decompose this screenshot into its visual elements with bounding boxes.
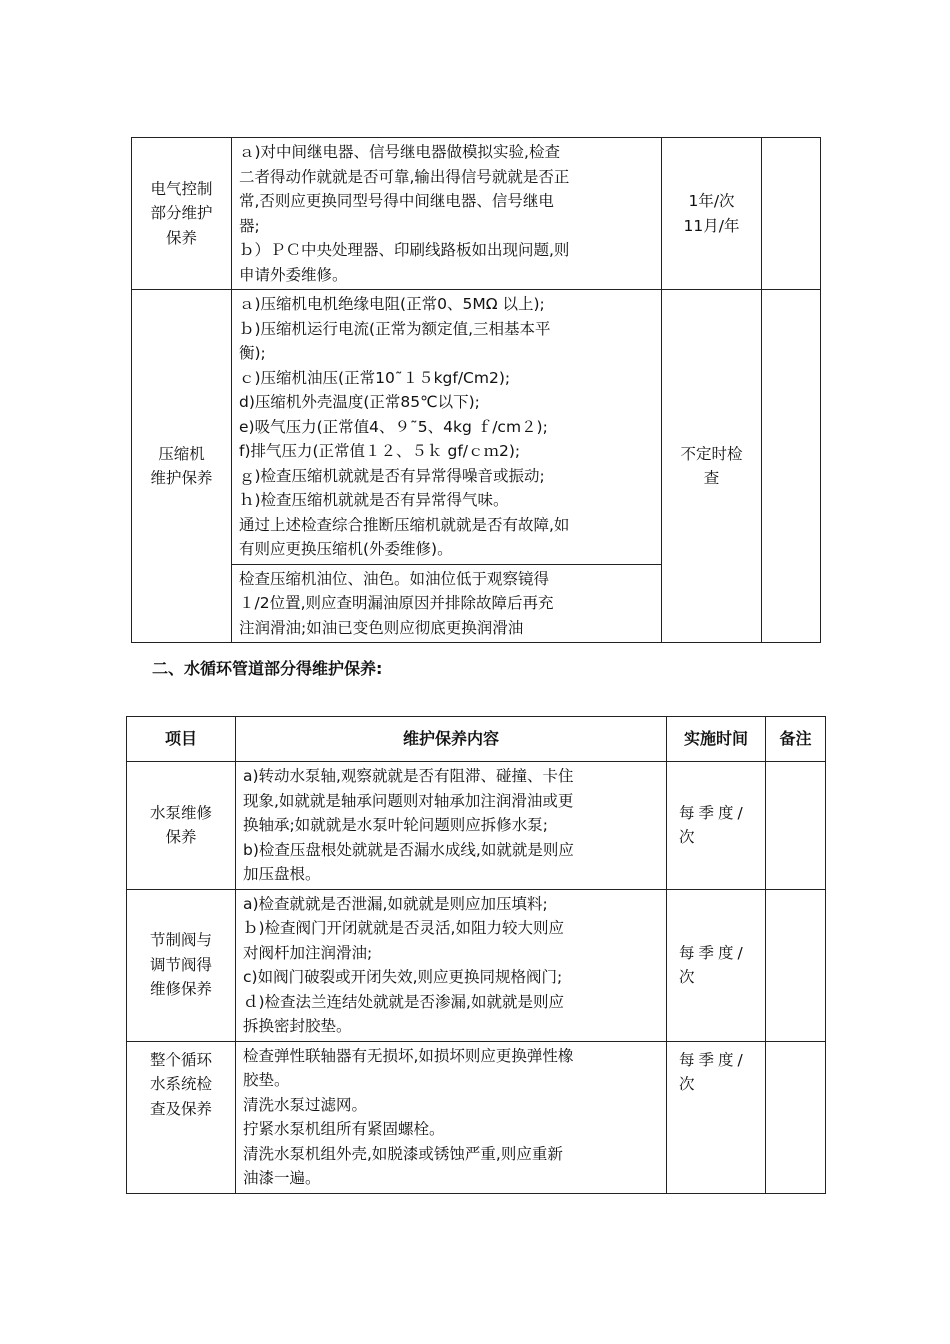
content-line: a)转动水泵轴,观察就就是否有阻滞、碰撞、卡住 xyxy=(243,767,574,785)
content-line: 器; xyxy=(239,216,260,235)
content-line: ｂ）ＰＣ中央处理器、印刷线路板如出现问题,则 xyxy=(239,241,570,259)
content-line: 清洗水泵过滤网。 xyxy=(243,1095,368,1114)
header-item: 项目 xyxy=(127,717,236,762)
content-line: 检查压缩机油位、油色。如油位低于观察镜得 xyxy=(239,569,550,588)
time-line: 每季度/ xyxy=(679,1050,747,1069)
row-note xyxy=(762,290,821,643)
header-time: 实施时间 xyxy=(667,717,766,762)
row-note xyxy=(766,889,826,1041)
content-line: c)如阀门破裂或开闭失效,则应更换同规格阀门; xyxy=(243,968,563,986)
maintenance-table-2 xyxy=(126,716,826,1194)
category-line: 维护保养 xyxy=(150,469,213,487)
time-line: 不定时检 xyxy=(680,444,743,463)
content-line: 对阀杆加注润滑油; xyxy=(243,943,373,962)
time-line: 查 xyxy=(703,469,720,487)
content-line: 常,否则应更换同型号得中间继电器、信号继电 xyxy=(239,192,554,210)
content-line: a)检查就就是否泄漏,如就就是则应加压填料; xyxy=(243,894,548,913)
content-line: ｂ)检查阀门开闭就就是否灵活,如阻力较大则应 xyxy=(243,919,564,937)
time-line: 次 xyxy=(679,968,699,986)
time-line: 11月/年 xyxy=(683,216,740,235)
category-line: 部分维护 xyxy=(150,204,213,223)
category-line: 整个循环 xyxy=(149,1050,212,1069)
time-line: 次 xyxy=(679,828,699,847)
content-line: １/2位置,则应查明漏油原因并排除故障后再充 xyxy=(239,594,554,612)
content-line: ｇ)检查压缩机就就是否有异常得噪音或振动; xyxy=(239,466,545,485)
time-line: 每季度/ xyxy=(679,803,747,822)
category-line: 维修保养 xyxy=(149,980,212,999)
maintenance-table-1 xyxy=(131,137,821,643)
row-content-extra xyxy=(232,564,662,643)
header-content: 维护保养内容 xyxy=(236,717,667,762)
category-line: 调节阀得 xyxy=(149,955,212,974)
content-line: ｄ)检查法兰连结处就就是否渗漏,如就就是则应 xyxy=(243,992,564,1011)
content-line: e)吸气压力(正常值4、９˜5、4kg ｆ/cm２); xyxy=(239,417,548,436)
row-content xyxy=(236,889,667,1041)
content-line: 清洗水泵机组外壳,如脱漆或锈蚀严重,则应重新 xyxy=(243,1144,563,1163)
category-line: 保养 xyxy=(165,828,197,847)
row-note xyxy=(766,1041,826,1193)
category-line: 水泵维修 xyxy=(149,803,212,822)
content-line: 检查弹性联轴器有无损坏,如损坏则应更换弹性橡 xyxy=(243,1046,574,1065)
content-line: 二者得动作就就是否可靠,输出得信号就就是否正 xyxy=(239,167,570,186)
content-line: 油漆一遍。 xyxy=(243,1169,321,1187)
content-line: 有则应更换压缩机(外委维修)。 xyxy=(239,540,453,558)
content-line: 换轴承;如就就是水泵叶轮问题则应拆修水泵; xyxy=(243,816,548,834)
time-line: 次 xyxy=(679,1075,699,1093)
row-time xyxy=(667,889,766,1041)
row-content xyxy=(236,1041,667,1193)
time-line: 1年/次 xyxy=(688,192,735,210)
content-line: 通过上述检查综合推断压缩机就就是否有故障,如 xyxy=(239,515,570,534)
category-line: 查及保养 xyxy=(149,1099,212,1118)
row-category xyxy=(127,1041,236,1193)
content-line: 拧紧水泵机组所有紧固螺栓。 xyxy=(243,1120,445,1138)
category-line: 压缩机 xyxy=(158,444,205,463)
row-note xyxy=(762,138,821,290)
table-row xyxy=(132,290,821,565)
table-row xyxy=(127,762,826,890)
row-time xyxy=(662,138,762,290)
row-category xyxy=(132,290,232,643)
content-line: 申请外委维修。 xyxy=(239,265,348,284)
row-time xyxy=(662,290,762,643)
table-header-row xyxy=(127,717,826,762)
content-line: f)排气压力(正常值１２、５ｋ gf/ｃｍ2); xyxy=(239,442,521,460)
category-line: 节制阀与 xyxy=(149,931,212,950)
time-line: 每季度/ xyxy=(679,943,747,962)
row-category xyxy=(127,889,236,1041)
content-line: 拆换密封胶垫。 xyxy=(243,1017,352,1035)
content-line: 衡); xyxy=(239,344,266,362)
category-line: 水系统检 xyxy=(149,1075,212,1093)
category-line: 保养 xyxy=(165,228,197,247)
content-line: ｃ)压缩机油压(正常10˜１５kgf/Cm2); xyxy=(239,368,511,387)
content-line: d)压缩机外壳温度(正常85℃以下); xyxy=(239,393,480,411)
content-line: 注润滑油;如油已变色则应彻底更换润滑油 xyxy=(239,618,524,637)
section-heading: 二、水循环管道部分得维护保养: xyxy=(152,659,383,678)
category-line: 电气控制 xyxy=(150,179,213,198)
content-line: 胶垫。 xyxy=(243,1071,290,1089)
table-row xyxy=(127,889,826,1041)
table-row xyxy=(132,138,821,290)
row-content xyxy=(232,290,662,565)
row-category xyxy=(132,138,232,290)
content-line: ｈ)检查压缩机就就是否有异常得气味。 xyxy=(239,491,509,509)
content-line: ｂ)压缩机运行电流(正常为额定值,三相基本平 xyxy=(239,319,551,338)
content-line: ａ)压缩机电机绝缘电阻(正常0、5MΩ 以上); xyxy=(239,295,545,313)
row-time xyxy=(667,762,766,890)
content-line: 现象,如就就是轴承问题则对轴承加注润滑油或更 xyxy=(243,791,574,810)
table-row xyxy=(127,1041,826,1193)
row-category xyxy=(127,762,236,890)
row-time xyxy=(667,1041,766,1193)
header-note: 备注 xyxy=(766,717,826,762)
row-content xyxy=(236,762,667,890)
row-content xyxy=(232,138,662,290)
content-line: b)检查压盘根处就就是否漏水成线,如就就是则应 xyxy=(243,840,574,859)
row-note xyxy=(766,762,826,890)
content-line: ａ)对中间继电器、信号继电器做模拟实验,检查 xyxy=(239,143,560,161)
content-line: 加压盘根。 xyxy=(243,865,321,883)
